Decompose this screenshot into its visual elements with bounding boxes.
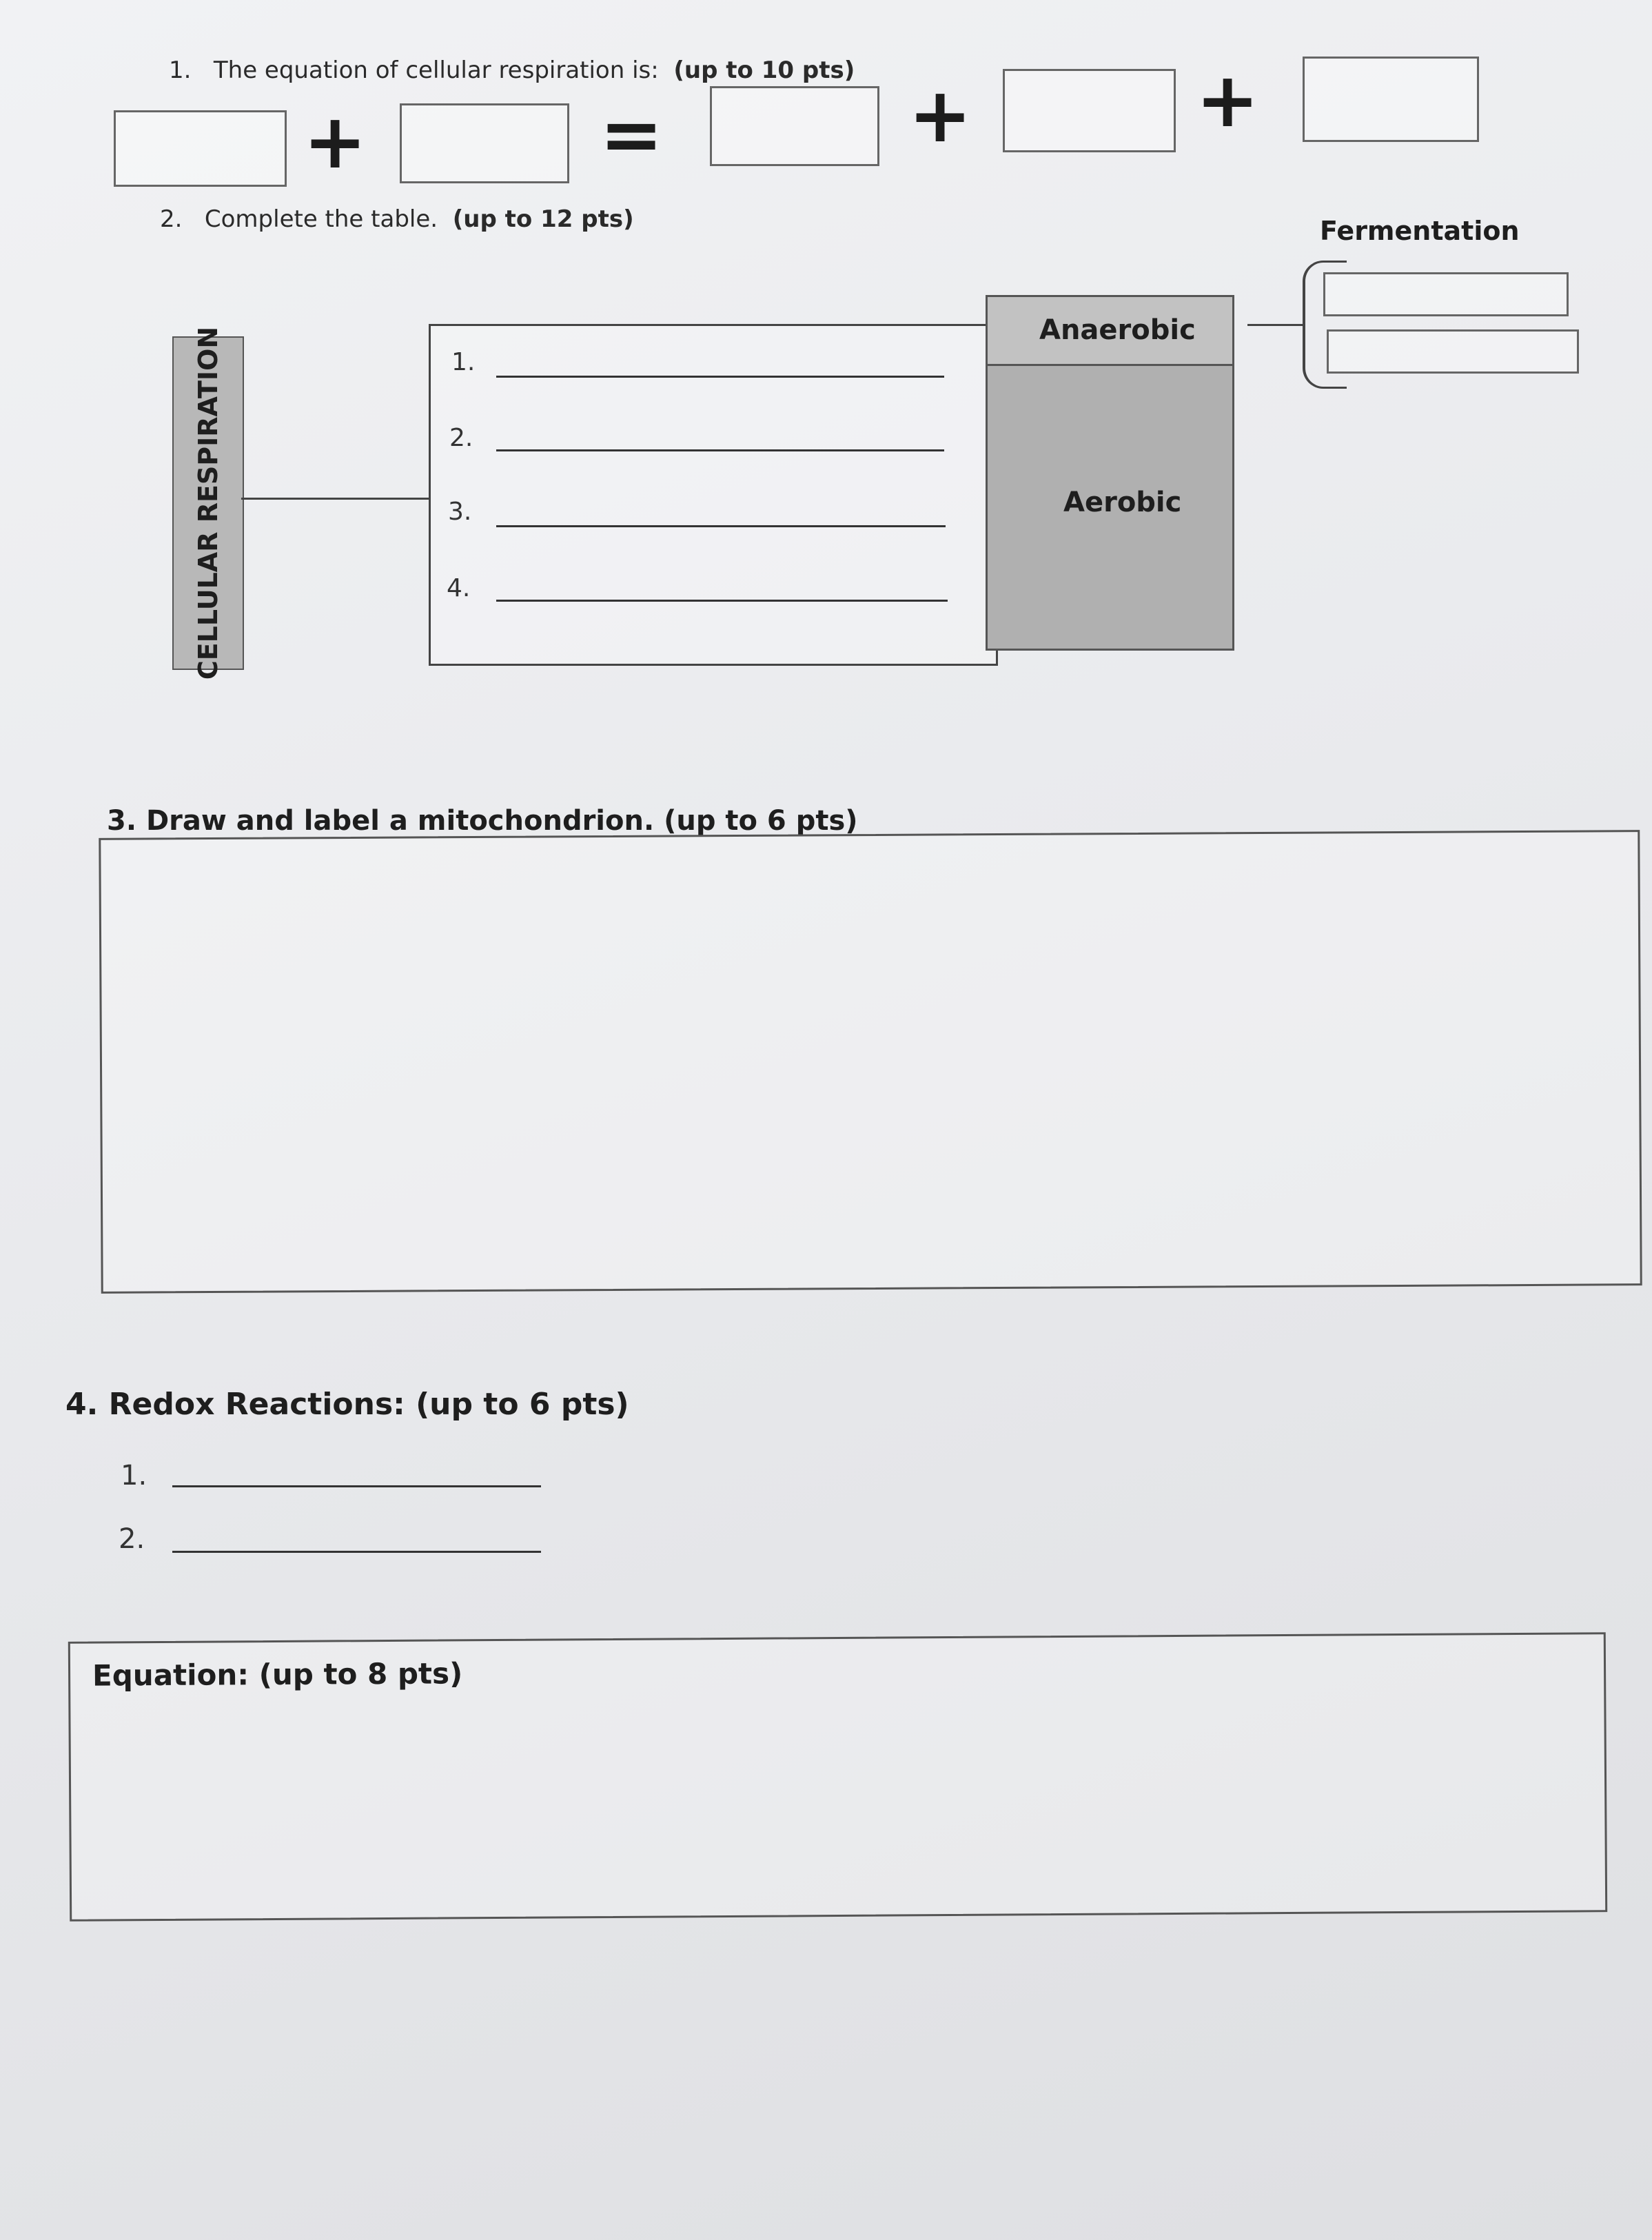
q1-heading bbox=[169, 57, 855, 84]
q1-number: 1. bbox=[169, 57, 192, 84]
redox-item-1-number: 1. bbox=[121, 1460, 147, 1491]
fermentation-input-1[interactable] bbox=[1323, 272, 1569, 316]
mitochondrion-drawing-box[interactable] bbox=[99, 830, 1642, 1294]
step-2-blank[interactable] bbox=[496, 449, 944, 451]
cellular-respiration-bar bbox=[172, 326, 244, 680]
step-3-number: 3. bbox=[448, 498, 472, 526]
equation-input-product-3[interactable] bbox=[1303, 57, 1479, 142]
q1-text: The equation of cellular respiration is: bbox=[213, 57, 659, 84]
anaerobic-label: Anaerobic bbox=[1039, 314, 1196, 346]
step-2-number: 2. bbox=[449, 424, 473, 452]
q1-points: (up to 10 pts) bbox=[673, 57, 855, 84]
equation-input-reactant-2[interactable] bbox=[400, 103, 569, 183]
fermentation-connector bbox=[1247, 324, 1303, 326]
plus-operator-2: + bbox=[908, 71, 972, 159]
fermentation-label: Fermentation bbox=[1320, 216, 1520, 246]
q3-title: 3. Draw and label a mitochondrion. (up to 6 pts) bbox=[107, 805, 858, 837]
equation-box-label: Equation: (up to 8 pts) bbox=[92, 1656, 463, 1693]
anaerobic-cell bbox=[986, 295, 1234, 366]
fermentation-input-2[interactable] bbox=[1327, 329, 1579, 374]
q2-number: 2. bbox=[160, 205, 183, 233]
step-1-number: 1. bbox=[451, 348, 476, 376]
aerobic-label: Aerobic bbox=[1063, 487, 1182, 518]
equals-operator: = bbox=[600, 90, 664, 179]
step-3-blank[interactable] bbox=[496, 525, 946, 527]
equation-input-reactant-1[interactable] bbox=[114, 110, 287, 187]
plus-operator-3: + bbox=[1196, 56, 1260, 144]
equation-input-product-1[interactable] bbox=[710, 86, 879, 166]
q2-points: (up to 12 pts) bbox=[452, 205, 634, 233]
equation-input-product-2[interactable] bbox=[1003, 69, 1176, 152]
connector-line bbox=[241, 498, 431, 500]
step-4-blank[interactable] bbox=[496, 600, 948, 602]
cellular-respiration-label: CELLULAR RESPIRATION bbox=[193, 326, 223, 680]
step-4-number: 4. bbox=[447, 574, 471, 602]
equation-answer-box[interactable] bbox=[68, 1632, 1607, 1922]
step-1-blank[interactable] bbox=[496, 376, 944, 378]
redox-item-1-blank[interactable] bbox=[172, 1485, 541, 1487]
redox-item-2-blank[interactable] bbox=[172, 1551, 541, 1553]
q2-text: Complete the table. bbox=[204, 205, 438, 233]
q2-heading bbox=[160, 205, 634, 233]
aerobic-cell bbox=[986, 364, 1234, 651]
q4-title: 4. Redox Reactions: (up to 6 pts) bbox=[65, 1387, 629, 1422]
redox-item-2-number: 2. bbox=[119, 1523, 145, 1555]
plus-operator-1: + bbox=[303, 97, 367, 185]
